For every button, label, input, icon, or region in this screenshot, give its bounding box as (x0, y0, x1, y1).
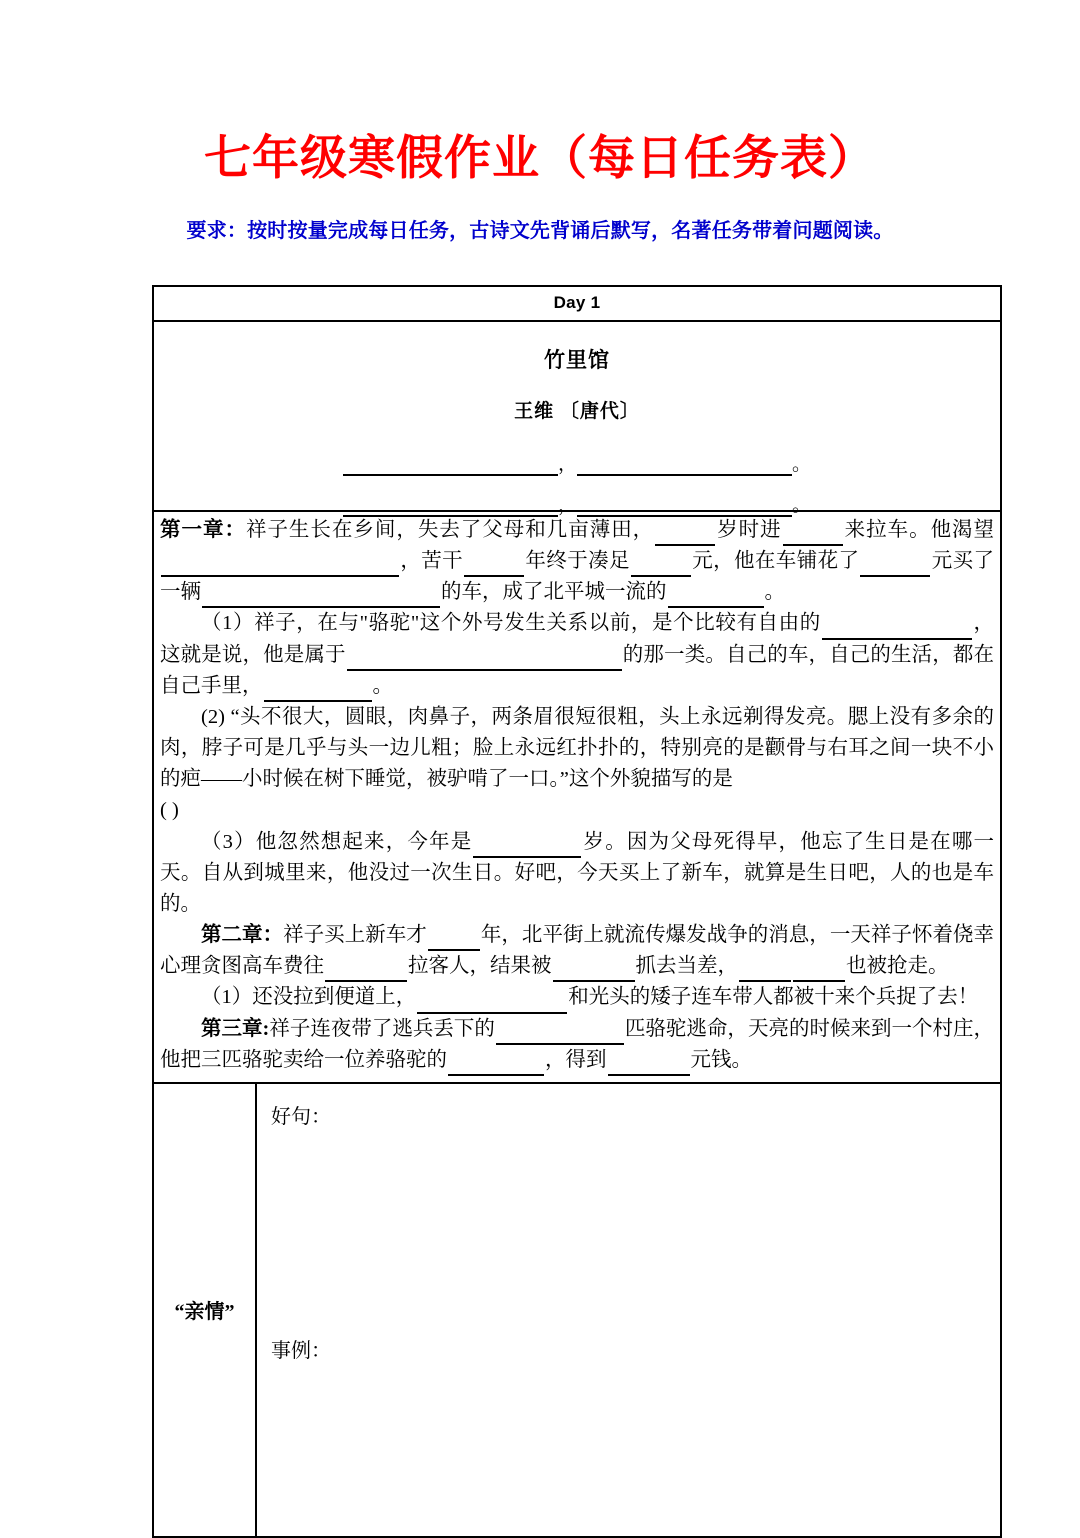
poem-punct-2a: ， (557, 495, 577, 516)
chapter3-text-a: 祥子连夜带了逃兵丢下的 (269, 1017, 495, 1040)
chapter3-text-d: 元钱。 (690, 1048, 752, 1071)
poem-author: 王维 〔唐代〕 (514, 401, 640, 422)
family-affection-label: “亲情” (154, 1084, 257, 1536)
poem-blank-2b[interactable] (577, 495, 792, 517)
poem-blank-1a[interactable] (343, 454, 558, 476)
chapter1-paragraph (160, 515, 994, 608)
chapter3-paragraph (160, 1014, 994, 1076)
chapter2-text-b: 年，北平街上就流传爆发战争的消息，一天祥子怀着侥幸心理贪图高车费往 (160, 924, 995, 978)
chapter3-text-b: 匹骆驼逃命，天亮的时候来到一个村庄，他把三匹骆驼卖给一位养骆驼的 (160, 1017, 994, 1071)
chapter2-blank-1[interactable] (428, 928, 480, 951)
chapter1-question-1 (160, 608, 994, 701)
chapter1-blank-8[interactable] (668, 586, 764, 609)
chapter3-blank-2[interactable] (448, 1053, 544, 1076)
poem-section (154, 322, 1000, 516)
family-affection-answer-area[interactable] (257, 1084, 1000, 1536)
example-label: 事例： (271, 1339, 331, 1362)
chapter2-text-e: 也被抢走。 (846, 955, 949, 978)
chapter1-text-i: 。 (764, 581, 785, 604)
chapter1-blank-4[interactable] (464, 554, 524, 577)
chapter2-blank-3[interactable] (553, 959, 635, 982)
chapter1-text-e: 年终于凑足 (525, 550, 630, 573)
chapter2-blank-4[interactable] (739, 959, 791, 982)
q1-text-a: （1）祥子，在与"骆驼"这个外号发生关系以前，是个比较有自由的 (201, 612, 821, 635)
chapter2-question-1 (160, 982, 994, 1013)
family-affection-row (154, 1084, 1000, 1536)
q1-text-c: 的那一类。自己的车，自己的生活，都在自己手里， (160, 643, 995, 697)
chapter1-text-h: 的车，成了北平城一流的 (441, 581, 667, 604)
chapter1-blank-1[interactable] (655, 523, 715, 546)
q1-blank-2[interactable] (347, 648, 622, 671)
chapter2-label: 第二章： (201, 924, 284, 947)
chapter1-text-d: ，苦干 (400, 550, 464, 573)
chapter1-text-f: 元，他在车铺花了 (691, 550, 860, 573)
chapter1-text-c: 来拉车。他渴望 (843, 519, 995, 541)
poem-blank-2a[interactable] (343, 495, 558, 517)
poem-punct-1a: ， (557, 454, 577, 475)
c2q1-text-a: （1）还没拉到便道上， (201, 986, 417, 1009)
chapter1-question-2-answer-paren[interactable]: ( ) (160, 799, 179, 822)
chapter1-blank-7[interactable] (202, 586, 440, 609)
page-title: 七年级寒假作业（每日任务表） (204, 133, 876, 185)
chapter1-blank-5[interactable] (631, 554, 691, 577)
good-sentence-label: 好句： (271, 1105, 331, 1128)
novel-questions-section (154, 512, 1000, 1084)
poem-punct-2b: 。 (792, 495, 812, 516)
chapter1-text-a: 祥子生长在乡间，失去了父母和几亩薄田， (245, 519, 655, 541)
q1-blank-3[interactable] (264, 679, 372, 702)
table-header-day: Day 1 (154, 287, 1000, 322)
chapter2-text-d: 抓去当差， (635, 955, 738, 978)
chapter2-blank-2[interactable] (325, 959, 407, 982)
chapter1-blank-6[interactable] (860, 554, 930, 577)
chapter1-blank-2[interactable] (783, 523, 843, 546)
chapter2-text-c: 拉客人，结果被 (408, 955, 552, 978)
q1-text-b: ，这就是说，他是属于 (160, 612, 994, 666)
q3-blank-1[interactable] (473, 835, 581, 858)
chapter1-question-3 (160, 827, 994, 920)
q3-text-a: （3）他忽然想起来，今年是 (201, 830, 473, 853)
chapter3-label: 第三章: (201, 1017, 270, 1040)
chapter2-paragraph (160, 920, 994, 982)
q2-text: (2) “头不很大，圆眼，肉鼻子，两条眉很短很粗，头上永远剃得发亮。腮上没有多余的肉，脖子可是几乎与头一边儿粗；脸上永远红扑扑的，特别亮的是颧骨与右耳之间一块不小的疤——小时候在树下睡觉，被驴啃了一口。”这个外貌描写的是 (160, 705, 994, 791)
q1-blank-1[interactable] (822, 617, 972, 640)
chapter2-blank-5[interactable] (793, 959, 845, 982)
q1-text-d: 。 (372, 674, 393, 697)
poem-title: 竹里馆 (544, 348, 610, 372)
chapter3-blank-1[interactable] (496, 1022, 624, 1045)
chapter1-text-b: 岁时进 (716, 519, 782, 541)
chapter2-text-a: 祥子买上新车才 (283, 924, 427, 947)
chapter1-text-g: 元买了一辆 (160, 550, 995, 604)
c2q1-text-b: 和光头的矮子连车带人都被十来个兵捉了去！ (568, 986, 979, 1009)
chapter1-question-2 (160, 702, 994, 795)
chapter1-blank-3[interactable] (161, 554, 399, 577)
chapter3-blank-3[interactable] (608, 1053, 690, 1076)
poem-punct-1b: 。 (792, 454, 812, 475)
poem-blank-1b[interactable] (577, 454, 792, 476)
chapter1-label: 第一章： (160, 519, 246, 541)
chapter3-text-c: ，得到 (545, 1048, 607, 1071)
page-subtitle-requirements: 要求：按时按量完成每日任务，古诗文先背诵后默写，名著任务带着问题阅读。 (186, 220, 894, 242)
daily-task-table (152, 285, 1002, 1538)
q3-text-b: 岁。因为父母死得早，他忘了生日是在哪一天。自从到城里来，他没过一次生日。好吧，今天买上了新车，就算是生日吧，人的也是车的。 (160, 830, 995, 915)
poem-blank-line-1 (154, 449, 1000, 476)
c2q1-blank-1[interactable] (417, 991, 567, 1014)
